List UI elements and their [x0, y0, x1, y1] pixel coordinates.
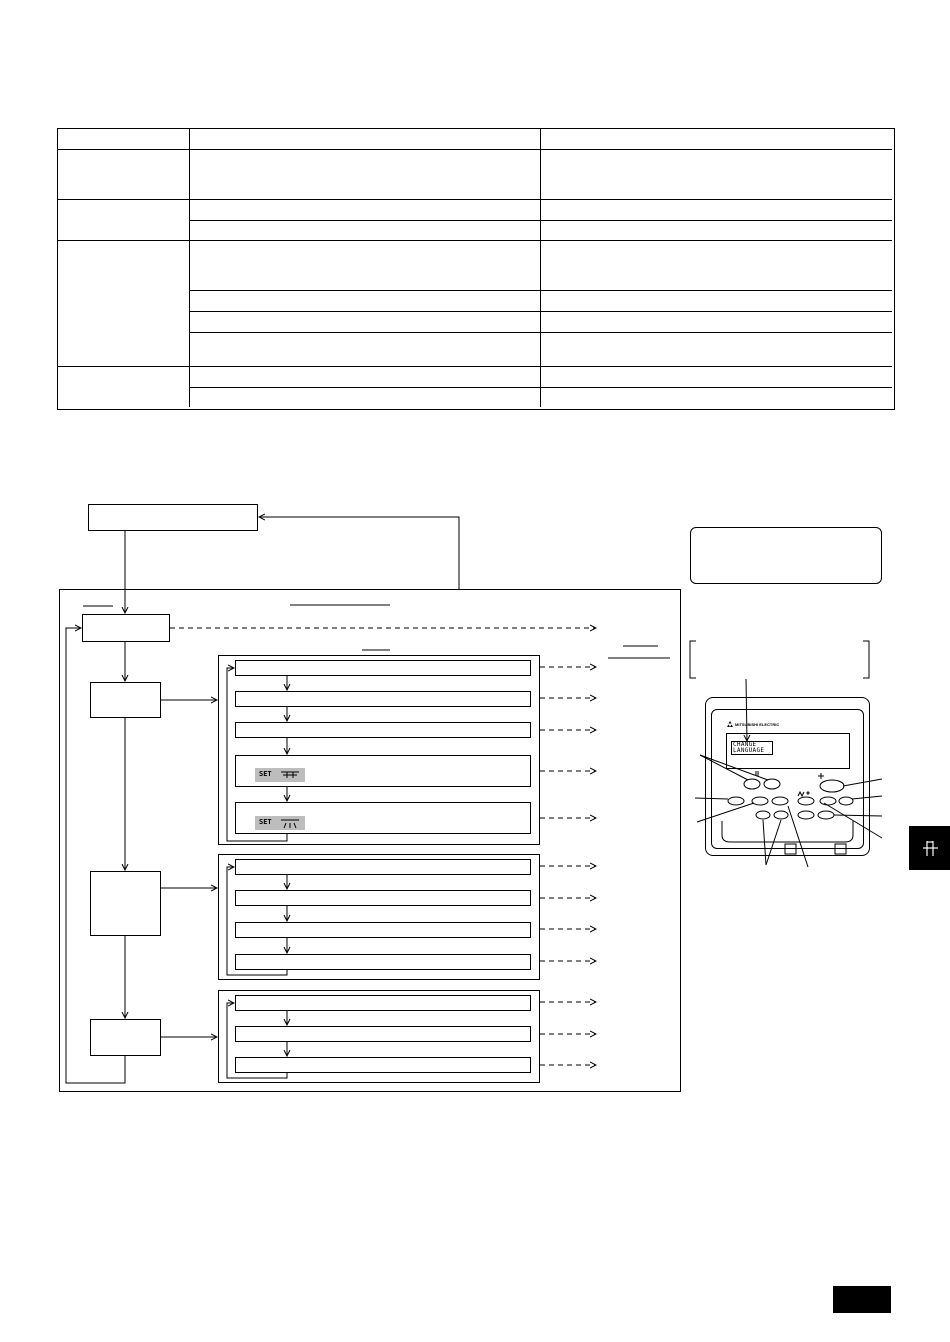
brand-name: MITSUBISHI ELECTRIC	[735, 722, 780, 727]
set-label: SET	[259, 770, 272, 778]
section-side-tab	[909, 826, 950, 870]
lcd-line-1: CHANGE	[733, 741, 757, 748]
lcd-line-2: LANGUAGE	[733, 747, 765, 754]
set-label: SET	[259, 818, 272, 826]
page-number-box	[833, 1286, 891, 1313]
language-tab-icon	[909, 826, 950, 870]
